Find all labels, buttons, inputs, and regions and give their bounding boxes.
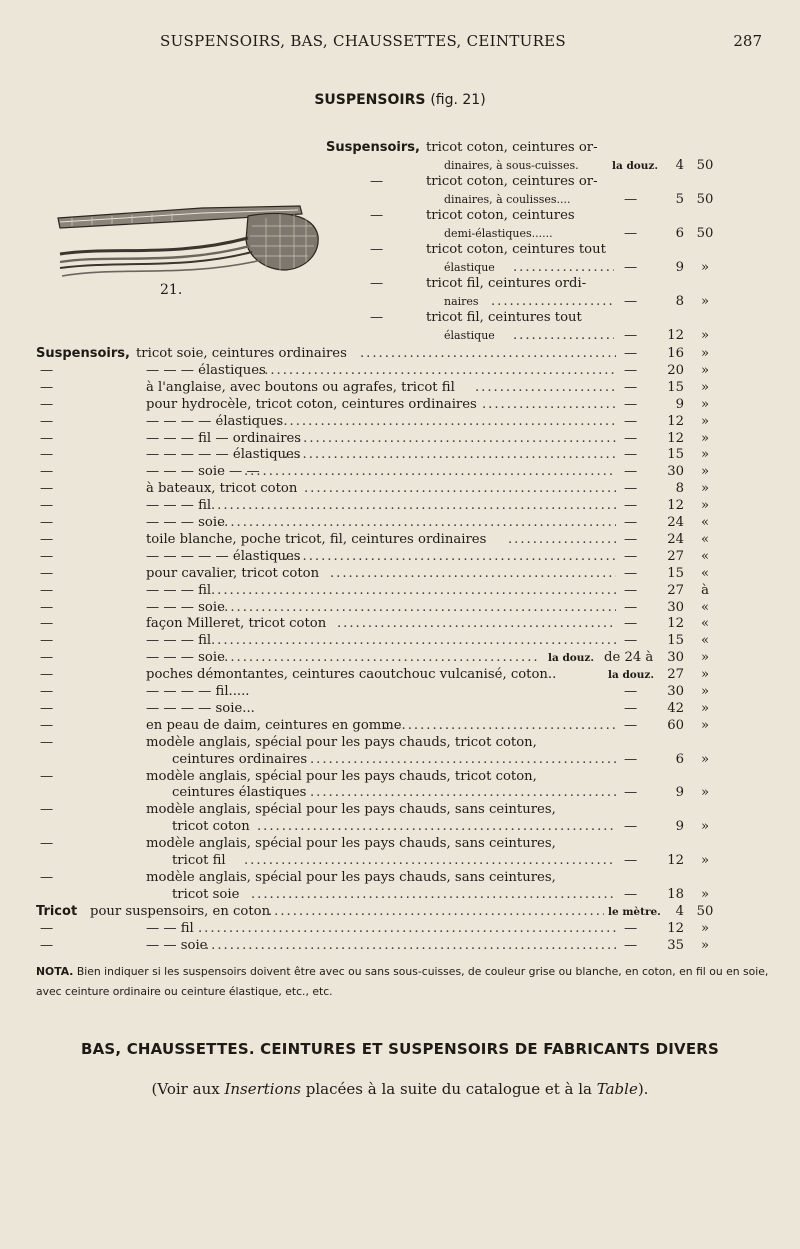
fig-entry <box>0 226 800 242</box>
price-francs: 12 <box>667 616 684 631</box>
ditto-dash: — <box>40 769 54 784</box>
price-centimes: » <box>700 481 710 496</box>
ditto-dash: — <box>624 752 638 767</box>
ditto-dash: — <box>40 616 54 631</box>
dot-leader <box>211 498 616 514</box>
entry-text: tricot fil, ceintures ordi- <box>426 276 587 291</box>
price-row <box>0 363 800 379</box>
row-text: modèle anglais, spécial pour les pays chauds, sans ceintures, <box>146 802 556 817</box>
price-francs: 8 <box>675 481 684 496</box>
price-row <box>0 616 800 632</box>
price-francs: 12 <box>667 431 684 446</box>
price-centimes: » <box>700 346 710 361</box>
price-centimes: à <box>701 583 709 598</box>
row-text: — — — fil <box>146 633 212 648</box>
ditto-dash: — <box>40 718 54 733</box>
fig-entry <box>0 208 800 224</box>
price-centimes: » <box>700 363 710 378</box>
fig-entry <box>0 328 800 344</box>
dot-leader <box>218 515 616 531</box>
row-text: ceintures ordinaires <box>172 752 308 767</box>
dot-leader <box>297 431 616 447</box>
dot-leader <box>198 921 616 937</box>
price-centimes: » <box>700 667 710 682</box>
ditto-dash: — <box>40 447 54 462</box>
nota-text: Bien indiquer si les suspensoirs doivent être avec ou sans sous-cuisses, de couleur grise ou blanche, en coton, en fil ou en soie, avec ceinture ordinaire ou ceinture élastique, etc., etc. <box>36 965 769 998</box>
ditto-dash: — <box>624 684 638 699</box>
price-row <box>0 346 800 362</box>
entry-label: Suspensoirs, <box>36 346 130 361</box>
ditto-dash: — <box>624 600 638 615</box>
figure-reference: (fig. 21) <box>430 92 486 108</box>
fig-entry <box>0 242 800 258</box>
row-text: — — — fil <box>146 583 212 598</box>
ditto-dash: — <box>40 498 54 513</box>
row-text: pour hydrocèle, tricot coton, ceintures ordinaires <box>146 397 477 412</box>
dot-leader <box>508 532 616 548</box>
price-centimes: » <box>700 938 710 953</box>
price-centimes: 50 <box>696 158 714 173</box>
row-text: — — — élastiques <box>146 363 266 378</box>
price-row <box>0 464 800 480</box>
price-row <box>0 701 800 717</box>
fig-entry <box>0 260 800 276</box>
ditto-dash: — <box>624 260 638 275</box>
dot-leader <box>360 346 616 362</box>
ditto-dash: — <box>370 174 384 189</box>
ditto-dash: — <box>624 921 638 936</box>
section-title <box>0 92 800 108</box>
dot-leader <box>337 616 616 632</box>
price-francs: 9 <box>675 397 684 412</box>
price-row <box>0 819 800 835</box>
price-centimes: 50 <box>696 904 714 919</box>
entry-label: Suspensoirs, <box>326 140 420 155</box>
ditto-dash: — <box>624 938 638 953</box>
price-francs: 9 <box>675 260 684 275</box>
price-centimes: » <box>700 785 710 800</box>
row-text: modèle anglais, spécial pour les pays chauds, tricot coton, <box>146 735 537 750</box>
ditto-dash: — <box>40 464 54 479</box>
ditto-dash: — <box>624 431 638 446</box>
row-text: en peau de daim, ceintures en gomme <box>146 718 402 733</box>
price-row <box>0 431 800 447</box>
ditto-dash: — <box>624 566 638 581</box>
unit-label: la douz. <box>608 669 655 681</box>
dot-leader <box>218 650 540 666</box>
price-centimes: « <box>700 549 710 564</box>
ditto-dash: — <box>624 616 638 631</box>
dot-leader <box>268 904 604 920</box>
price-francs: 27 <box>667 583 684 598</box>
ditto-dash: — <box>624 226 638 241</box>
row-text: à l'anglaise, avec boutons ou agrafes, tricot fil <box>146 380 455 395</box>
dot-leader <box>284 549 616 565</box>
ditto-dash: — <box>624 380 638 395</box>
ditto-dash: — <box>40 802 54 817</box>
price-centimes: » <box>700 328 710 343</box>
price-centimes: « <box>700 566 710 581</box>
price-francs: 12 <box>667 921 684 936</box>
ditto-dash: — <box>40 583 54 598</box>
price-francs: 60 <box>667 718 684 733</box>
dot-leader <box>271 414 616 430</box>
price-row <box>0 566 800 582</box>
ditto-dash: — <box>40 549 54 564</box>
page-number: 287 <box>733 32 762 50</box>
ditto-dash: — <box>624 481 638 496</box>
ditto-dash: — <box>40 600 54 615</box>
price-francs: 15 <box>667 633 684 648</box>
unit-label: le mètre. <box>608 906 661 918</box>
price-centimes: » <box>700 921 710 936</box>
price-row <box>0 380 800 396</box>
price-francs: 27 <box>667 667 684 682</box>
ditto-dash: — <box>40 431 54 446</box>
entry-text: tricot coton, ceintures or- <box>426 140 598 155</box>
price-centimes: » <box>700 464 710 479</box>
price-row <box>0 921 800 937</box>
ditto-dash: — <box>624 447 638 462</box>
dot-leader <box>284 447 616 463</box>
price-row <box>0 600 800 616</box>
price-row <box>0 836 800 852</box>
entry-text: tricot coton, ceintures tout <box>426 242 606 257</box>
price-francs: 15 <box>667 380 684 395</box>
price-row <box>0 397 800 413</box>
ditto-dash: — <box>40 397 54 412</box>
price-francs: 15 <box>667 447 684 462</box>
section-title-text: SUSPENSOIRS <box>314 92 426 108</box>
ditto-dash: — <box>40 701 54 716</box>
row-text: — — fil <box>146 921 194 936</box>
price-francs: 9 <box>675 785 684 800</box>
fig-entry <box>0 140 800 156</box>
price-row <box>0 549 800 565</box>
price-centimes: » <box>700 431 710 446</box>
section-title-divers: BAS, CHAUSSETTES. CEINTURES ET SUSPENSOIRS DE FABRICANTS DIVERS <box>80 1040 720 1058</box>
row-text: — — — soie <box>146 600 225 615</box>
fig-entry <box>0 158 800 174</box>
ditto-dash: — <box>624 397 638 412</box>
price-centimes: » <box>700 380 710 395</box>
dot-leader <box>205 938 616 954</box>
row-text: — — — — — élastiques <box>146 549 301 564</box>
price-row <box>0 498 800 514</box>
ditto-dash: — <box>40 684 54 699</box>
row-text: tricot soie <box>172 887 240 902</box>
row-text: — — — — élastiques <box>146 414 284 429</box>
price-francs: 12 <box>667 414 684 429</box>
price-francs: 8 <box>675 294 684 309</box>
entry-text: tricot coton, ceintures <box>426 208 575 223</box>
ditto-dash: — <box>624 887 638 902</box>
figure-caption: 21. <box>160 282 183 298</box>
row-text: — — — soie <box>146 515 225 530</box>
dot-leader <box>482 397 616 413</box>
ditto-dash: — <box>624 785 638 800</box>
ditto-dash: — <box>370 276 384 291</box>
ditto-dash: — <box>40 836 54 851</box>
ditto-dash: — <box>40 735 54 750</box>
running-title: SUSPENSOIRS, BAS, CHAUSSETTES, CEINTURES <box>160 32 566 50</box>
fig-entry <box>0 310 800 326</box>
row-text: — — — — — élastiques <box>146 447 301 462</box>
ditto-dash: — <box>624 346 638 361</box>
price-row <box>0 904 800 920</box>
fig-entry <box>0 192 800 208</box>
price-row <box>0 870 800 886</box>
price-centimes: » <box>700 819 710 834</box>
dot-leader <box>330 566 616 582</box>
price-row <box>0 887 800 903</box>
price-row <box>0 532 800 548</box>
dot-leader <box>257 819 616 835</box>
ditto-dash: — <box>624 718 638 733</box>
row-text: — — — — soie... <box>146 701 255 716</box>
price-francs: 35 <box>667 938 684 953</box>
dot-leader <box>491 294 614 310</box>
price-row <box>0 769 800 785</box>
price-centimes: 50 <box>696 226 714 241</box>
price-row <box>0 667 800 683</box>
dot-leader <box>218 600 616 616</box>
see-also-post: ). <box>637 1080 649 1098</box>
dot-leader <box>304 481 616 497</box>
price-centimes: » <box>700 397 710 412</box>
row-text: — — soie <box>146 938 208 953</box>
ditto-dash: — <box>40 650 54 665</box>
ditto-dash: — <box>40 414 54 429</box>
price-francs: 24 <box>667 532 684 547</box>
row-text: modèle anglais, spécial pour les pays chauds, sans ceintures, <box>146 870 556 885</box>
price-francs: 15 <box>667 566 684 581</box>
dot-leader <box>244 464 616 480</box>
price-row <box>0 684 800 700</box>
price-francs: 4 <box>675 158 684 173</box>
entry-text: demi-élastiques...... <box>444 227 553 240</box>
see-also-note <box>0 1080 800 1098</box>
ditto-dash: — <box>624 515 638 530</box>
price-francs: 12 <box>667 853 684 868</box>
price-row <box>0 735 800 751</box>
price-row <box>0 938 800 954</box>
price-centimes: » <box>700 498 710 513</box>
price-centimes: » <box>700 701 710 716</box>
row-text: tricot fil <box>172 853 226 868</box>
row-text: tricot soie, ceintures ordinaires <box>136 346 347 361</box>
price-centimes: » <box>700 887 710 902</box>
entry-label: Tricot <box>36 904 78 919</box>
price-francs: 5 <box>675 192 684 207</box>
price-centimes: » <box>700 650 710 665</box>
price-centimes: » <box>700 260 710 275</box>
see-also-mid: placées à la suite du catalogue et à la <box>301 1080 597 1098</box>
dot-leader <box>310 752 616 768</box>
ditto-dash: — <box>370 310 384 325</box>
row-text: façon Milleret, tricot coton <box>146 616 327 631</box>
price-row <box>0 752 800 768</box>
dot-leader <box>383 718 616 734</box>
dot-leader <box>475 380 616 396</box>
dot-leader <box>211 633 616 649</box>
row-text: — — — fil <box>146 498 212 513</box>
price-centimes: 50 <box>696 192 714 207</box>
price-francs: 30 <box>667 464 684 479</box>
price-row <box>0 718 800 734</box>
entry-text: tricot fil, ceintures tout <box>426 310 582 325</box>
ditto-dash: — <box>40 921 54 936</box>
ditto-dash: — <box>40 363 54 378</box>
ditto-dash: — <box>40 938 54 953</box>
price-row <box>0 785 800 801</box>
row-text: modèle anglais, spécial pour les pays chauds, tricot coton, <box>146 769 537 784</box>
price-francs: 12 <box>667 328 684 343</box>
price-centimes: » <box>700 684 710 699</box>
ditto-dash: — <box>40 515 54 530</box>
nota-label: NOTA. <box>36 965 74 978</box>
price-centimes: » <box>700 853 710 868</box>
price-francs: 27 <box>667 549 684 564</box>
ditto-dash: — <box>624 363 638 378</box>
ditto-dash: — <box>624 294 638 309</box>
ditto-dash: — <box>40 566 54 581</box>
ditto-dash: — <box>624 701 638 716</box>
price-francs: 9 <box>675 819 684 834</box>
ditto-dash: — <box>40 870 54 885</box>
ditto-dash: — <box>40 667 54 682</box>
running-header <box>0 32 800 52</box>
price-centimes: » <box>700 294 710 309</box>
row-text: modèle anglais, spécial pour les pays chauds, sans ceintures, <box>146 836 556 851</box>
row-text: — — — soie — — <box>146 464 260 479</box>
dot-leader <box>211 583 616 599</box>
nota-note <box>36 962 771 1002</box>
price-row <box>0 583 800 599</box>
ditto-dash: — <box>40 481 54 496</box>
entry-text: élastique <box>444 329 495 342</box>
see-also-insertions: Insertions <box>224 1080 301 1098</box>
price-centimes: » <box>700 718 710 733</box>
ditto-dash: — <box>624 532 638 547</box>
row-text: tricot coton <box>172 819 250 834</box>
price-francs: 30 <box>667 684 684 699</box>
row-text: pour cavalier, tricot coton <box>146 566 320 581</box>
fig-entry <box>0 276 800 292</box>
ditto-dash: — <box>624 853 638 868</box>
fig-entry <box>0 294 800 310</box>
price-centimes: « <box>700 515 710 530</box>
price-row <box>0 447 800 463</box>
ditto-dash: — <box>624 464 638 479</box>
dot-leader <box>244 853 616 869</box>
row-text: à bateaux, tricot coton <box>146 481 298 496</box>
ditto-dash: — <box>40 380 54 395</box>
dot-leader <box>310 785 616 801</box>
fig-entry <box>0 174 800 190</box>
row-text: toile blanche, poche tricot, fil, ceintures ordinaires <box>146 532 487 547</box>
see-also-pre: (Voir aux <box>151 1080 225 1098</box>
unit-dozen: la douz. <box>612 160 659 172</box>
see-also-table: Table <box>596 1080 638 1098</box>
ditto-dash: — <box>40 532 54 547</box>
price-francs: 18 <box>667 887 684 902</box>
price-francs: 30 <box>667 650 684 665</box>
price-row <box>0 481 800 497</box>
price-francs: 20 <box>667 363 684 378</box>
entry-text: dinaires, à coulisses.... <box>444 193 571 206</box>
ditto-dash: — <box>624 549 638 564</box>
entry-text: élastique <box>444 261 495 274</box>
price-francs: 30 <box>667 600 684 615</box>
dot-leader <box>258 363 616 379</box>
price-centimes: « <box>700 600 710 615</box>
row-text: — — — soie <box>146 650 225 665</box>
unit-label: la douz. <box>548 652 595 664</box>
price-centimes: » <box>700 414 710 429</box>
ditto-dash: — <box>624 192 638 207</box>
price-row <box>0 414 800 430</box>
price-centimes: » <box>700 447 710 462</box>
ditto-dash: — <box>370 242 384 257</box>
dot-leader <box>251 887 616 903</box>
price-row <box>0 853 800 869</box>
ditto-dash: — <box>624 498 638 513</box>
price-centimes: » <box>700 752 710 767</box>
ditto-dash: — <box>624 414 638 429</box>
row-text: ceintures élastiques <box>172 785 307 800</box>
row-text: poches démontantes, ceintures caoutchouc vulcanisé, coton.. <box>146 667 557 682</box>
price-row <box>0 650 800 666</box>
entry-text: dinaires, à sous-cuisses. <box>444 159 579 172</box>
entry-text: tricot coton, ceintures or- <box>426 174 598 189</box>
price-francs: 4 <box>675 904 684 919</box>
dot-leader <box>513 328 614 344</box>
row-text: — — — fil — ordinaires <box>146 431 302 446</box>
row-text: pour suspensoirs, en coton <box>90 904 271 919</box>
row-text: — — — — fil..... <box>146 684 250 699</box>
price-centimes: « <box>700 532 710 547</box>
ditto-dash: — <box>370 208 384 223</box>
price-francs: 6 <box>675 226 684 241</box>
ditto-dash: — <box>40 633 54 648</box>
entry-text: naires <box>444 295 479 308</box>
price-francs: 16 <box>667 346 684 361</box>
price-range: de 24 à <box>604 650 654 665</box>
price-centimes: « <box>700 633 710 648</box>
price-francs: 12 <box>667 498 684 513</box>
price-row <box>0 633 800 649</box>
ditto-dash: — <box>624 328 638 343</box>
ditto-dash: — <box>624 819 638 834</box>
price-francs: 6 <box>675 752 684 767</box>
price-francs: 24 <box>667 515 684 530</box>
price-row <box>0 515 800 531</box>
price-centimes: « <box>700 616 710 631</box>
price-francs: 42 <box>667 701 684 716</box>
ditto-dash: — <box>624 583 638 598</box>
price-row <box>0 802 800 818</box>
ditto-dash: — <box>624 633 638 648</box>
dot-leader <box>513 260 614 276</box>
